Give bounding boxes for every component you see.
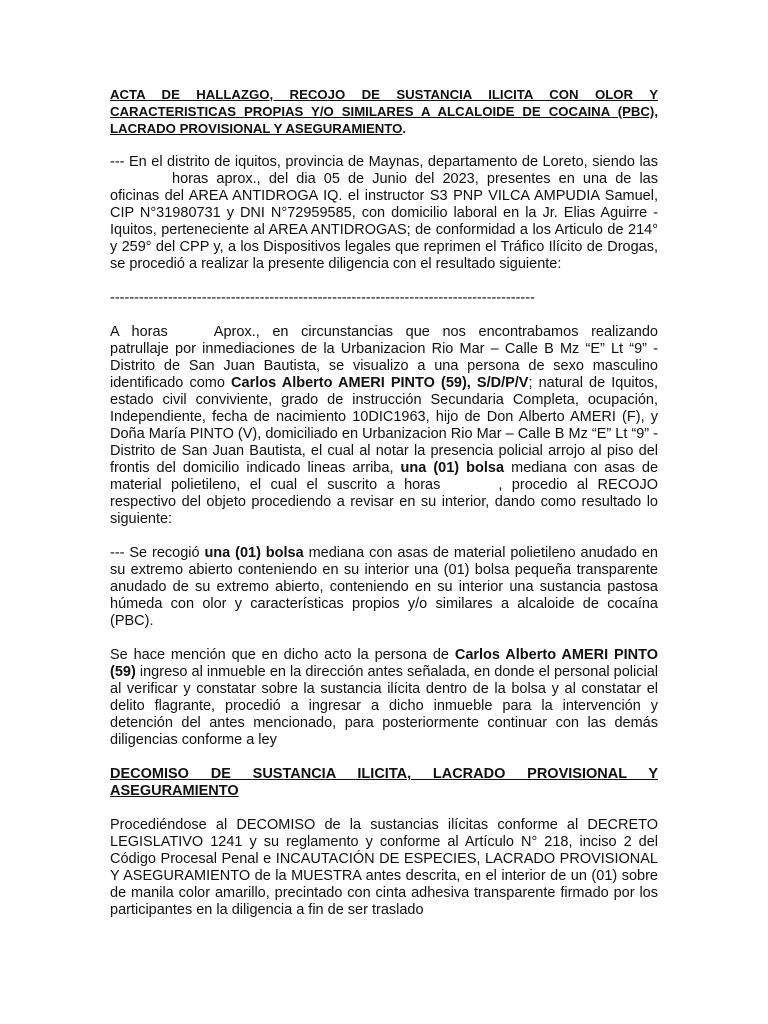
paragraph-mention-part-b: ingreso al inmueble en la dirección antes señalada, en donde el personal policial al verificar y constatar sobre la sustancia ilícita dentro de la bolsa y al constatar el delito flagrante, procedió a ingresar a dicho inmueble para la intervención y detención del antes mencionado, para posteriormente continuar con las demás diligencias conforme a ley <box>110 664 659 748</box>
paragraph-collection <box>110 545 658 630</box>
paragraph-intro-part-a: --- En el distrito de iquitos, provincia de Maynas, departamento de Loreto, siendo las <box>110 154 658 170</box>
document-body <box>110 86 658 919</box>
paragraph-collection-part-a: --- Se recogió <box>110 545 200 561</box>
paragraph-circumstances-part-e: , procedio al RECOJO respectivo del objeto procediendo a revisar en su interior, dando como resultado lo siguiente: <box>110 477 658 527</box>
paragraph-mention <box>110 647 658 749</box>
paragraph-circumstances <box>110 324 658 528</box>
collected-bag: una (01) bolsa <box>204 545 304 561</box>
paragraph-intro-part-b: horas aprox., del dia 05 de Junio del 2023, presentes en una de las oficinas del AREA ANTIDROGA IQ. el instructor S3 PNP VILCA AMPUDIA Samuel, CIP N°31980731 y DNI N°72959585, con domicilio laboral en la Jr. Elias Aguirre - Iquitos, perteneciente al AREA ANTIDROGAS; de conformidad a los Articulo de 214° y 259° del CPP y, a los Dispositivos legales que reprimen el Tráfico Ilícito de Drogas, se procedió a realizar la presente diligencia con el resultado siguiente: <box>110 171 658 272</box>
section-heading-decomiso: DECOMISO DE SUSTANCIA ILICITA, LACRADO PROVISIONAL Y ASEGURAMIENTO <box>110 766 658 799</box>
document-title-end: . <box>402 121 407 136</box>
paragraph-decomiso: Procediéndose al DECOMISO de la sustancias ilícitas conforme al DECRETO LEGISLATIVO 1241 y su reglamento y conforme al Artículo N° 218, inciso 2 del Código Procesal Penal e INCAUTACIÓN DE ESPECIES, LACRADO PROVISIONAL Y ASEGURAMIENTO de la MUESTRA antes descrita, en el interior de un (01) sobre de manila color amarillo, precintado con cinta adhesiva transparente firmado por los participantes en la diligencia a fin de ser traslado <box>110 817 658 918</box>
paragraph-circumstances-part-a: A horas <box>110 324 168 340</box>
document-title <box>110 86 658 137</box>
suspect-name: Carlos Alberto AMERI PINTO (59), S/D/P/V <box>231 375 529 391</box>
separator-line: ---------------------------------------------------------------------------------------- <box>110 290 535 306</box>
paragraph-intro <box>110 154 658 273</box>
paragraph-collection-part-b: mediana con asas de material polietileno anudado en su extremo abierto conteniendo en su interior una (01) bolsa pequeña transparente anudado de su extremo abierto, conteniendo en su interior una sustancia pastosa húmeda con olor y características propios y/o similares a alcaloide de cocaína (PBC). <box>110 545 658 629</box>
paragraph-mention-part-a: Se hace mención que en dicho acto la persona de <box>110 647 449 663</box>
document-title-text: ACTA DE HALLAZGO, RECOJO DE SUSTANCIA ILICITA CON OLOR Y CARACTERISTICAS PROPIAS Y/O SIMILARES A ALCALOIDE DE COCAINA (PBC), LACRADO PROVISIONAL Y ASEGURAMIENTO <box>110 87 658 136</box>
bag-description: una (01) bolsa <box>400 460 505 476</box>
paragraph-circumstances-part-b: Aprox., en circunstancias que nos encontrabamos realizando patrullaje por inmediaciones de la Urbanizacion Rio Mar – Calle B Mz “E” Lt “9” - Distrito de San Juan Bautista, se visualizo a una persona de sexo masculino identificado como <box>110 324 659 391</box>
paragraph-circumstances-part-c: ; natural de Iquitos, estado civil conviviente, grado de instrucción Secundaria Completa, ocupación, Independiente, fecha de nacimiento 10DIC1963, hijo de Don Alberto AMERI (F), y Doña María PINTO (V), domiciliado en Urbanizacion Rio Mar – Calle B Mz “E” Lt “9” - Distrito de San Juan Bautista, el cual al notar la presencia policial arrojo al piso del frontis del domicilio indicado lineas arriba, <box>110 375 659 476</box>
suspect-name-2: Carlos Alberto AMERI PINTO (59) <box>110 647 659 680</box>
paragraph-circumstances-part-d: mediana con asas de material polietileno, el cual el suscrito a horas <box>110 460 659 493</box>
